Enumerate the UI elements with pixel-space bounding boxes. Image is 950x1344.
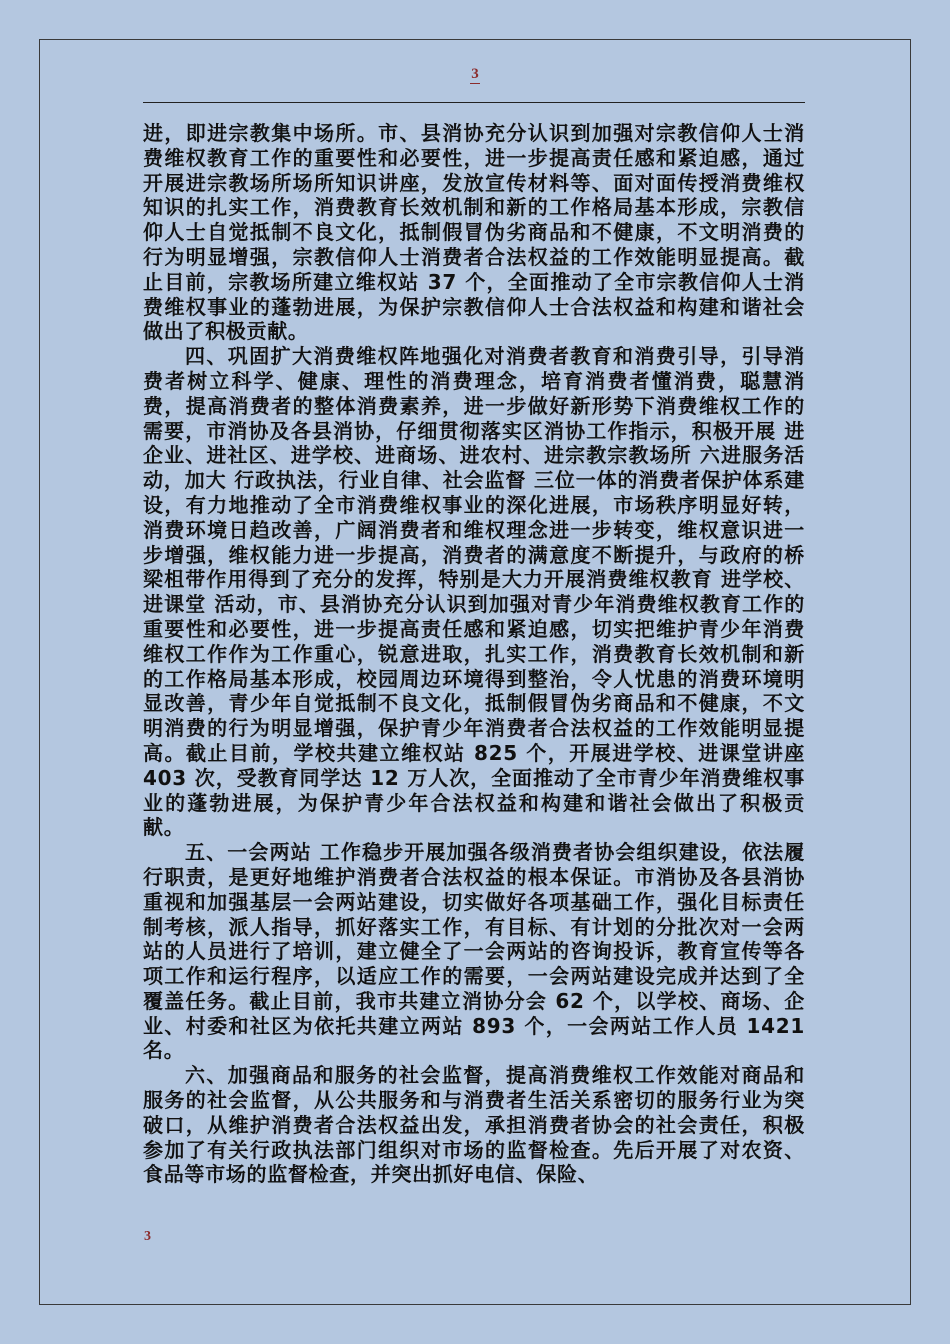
header-page-number: [0, 66, 950, 83]
header-page-number-text: 3: [471, 66, 479, 82]
header-divider: [143, 102, 805, 103]
paragraph-section-five: 五、一会两站 工作稳步开展加强各级消费者协会组织建设，依法履行职责，是更好地维护消费者合法权益的根本保证。市消协及各县消协重视和加强基层一会两站建设，切实做好各项基础工作，强化目标责任制考核，派人指导，抓好落实工作，有目标、有计划的分批次对一会两站的人员进行了培训，建立健全了一会两站的咨询投诉，教育宣传等各项工作和运行程序，以适应工作的需要，一会两站建设完成并达到了全覆盖任务。截止目前，我市共建立消协分会 62 个，以学校、商场、企业、村委和社区为依托共建立两站 893 个，一会两站工作人员 1421 名。: [143, 840, 805, 1063]
paragraph-section-six: 六、加强商品和服务的社会监督，提高消费维权工作效能对商品和服务的社会监督，从公共服务和与消费者生活关系密切的服务行业为突破口，从维护消费者合法权益出发，承担消费者协会的社会责任，积极参加了有关行政执法部门组织对市场的监督检查。先后开展了对农资、食品等市场的监督检查，并突出抓好电信、保险、: [143, 1063, 805, 1187]
paragraph-continued: 进，即进宗教集中场所。市、县消协充分认识到加强对宗教信仰人士消费维权教育工作的重要性和必要性，进一步提高责任感和紧迫感，通过开展进宗教场所场所知识讲座，发放宣传材料等、面对面传授消费维权知识的扎实工作，消费教育长效机制和新的工作格局基本形成，宗教信仰人士自觉抵制不良文化，抵制假冒伪劣商品和不健康，不文明消费的行为明显增强，宗教信仰人士消费者合法权益的工作效能明显提高。截止目前，宗教场所建立维权站 37 个，全面推动了全市宗教信仰人士消费维权事业的蓬勃进展，为保护宗教信仰人士合法权益和构建和谐社会做出了积极贡献。: [143, 121, 805, 344]
document-body: [143, 121, 805, 1187]
paragraph-section-four: 四、巩固扩大消费维权阵地强化对消费者教育和消费引导，引导消费者树立科学、健康、理性的消费理念，培育消费者懂消费，聪慧消费，提高消费者的整体消费素养，进一步做好新形势下消费维权工作的需要，市消协及各县消协，仔细贯彻落实区消协工作指示，积极开展 进企业、进社区、进学校、进商场、进农村、进宗教宗教场所 六进服务活动，加大 行政执法，行业自律、社会监督 三位一体的消费者保护体系建设，有力地推动了全市消费维权事业的深化进展，市场秩序明显好转，消费环境日趋改善，广阔消费者和维权理念进一步转变，维权意识进一步增强，维权能力进一步提高，消费者的满意度不断提升，与政府的桥梁柤带作用得到了充分的发挥，特别是大力开展消费维权教育 进学校、进课堂 活动，市、县消协充分认识到加强对青少年消费维权教育工作的重要性和必要性，进一步提高责任感和紧迫感，切实把维护青少年消费维权工作作为工作重心，锐意进取，扎实工作，消费教育长效机制和新的工作格局基本形成，校园周边环境得到整治，令人忧患的消费环境明显改善，青少年自觉抵制不良文化，抵制假冒伪劣商品和不健康，不文明消费的行为明显增强，保护青少年消费者合法权益的工作效能明显提高。截止目前，学校共建立维权站 825 个，开展进学校、进课堂讲座 403 次，受教育同学达 12 万人次，全面推动了全市青少年消费维权事业的蓬勃进展，为保护青少年合法权益和构建和谐社会做出了积极贡献。: [143, 344, 805, 840]
footer-page-number: 3: [144, 1229, 151, 1244]
